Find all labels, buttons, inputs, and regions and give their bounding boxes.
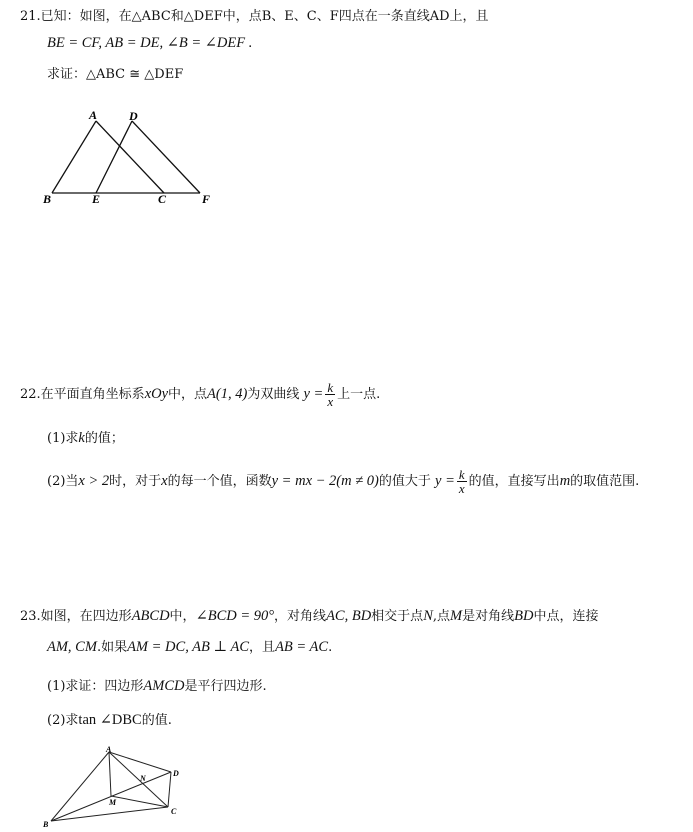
label-d: D (173, 769, 179, 778)
q22-p2-y-eq: y = (435, 473, 455, 489)
q23-l1-b: 中， (169, 609, 196, 624)
q23-p2-b: 的值. (141, 713, 172, 728)
q22-p2-b: 时，对于 (109, 474, 162, 489)
seg-cm (111, 796, 168, 807)
q23-l1-m: M (450, 608, 463, 624)
q23-p2-tan: tan ∠DBC (78, 712, 142, 728)
q21-figure (40, 108, 220, 208)
q22-intro-d: 上一点. (337, 387, 381, 402)
q23-p1-a: (1)求证：四边形 (47, 679, 144, 694)
q23-line2 (47, 638, 332, 657)
q23-l2-b: ，且 (249, 640, 276, 655)
label-c: C (171, 807, 177, 816)
q23-l1-n: N (423, 608, 433, 624)
q22-p2-x: x (161, 473, 168, 489)
q23-l2-seg: AM, CM (47, 639, 97, 655)
label-c: C (158, 192, 167, 206)
label-n: N (140, 774, 146, 783)
q21-prove: 求证：△ABC ≅ △DEF (47, 67, 184, 82)
q22-p2-a: (2)当 (47, 474, 79, 489)
q22-p2-m: m (559, 473, 571, 489)
label-m: M (109, 798, 117, 807)
side-df (132, 121, 200, 193)
q22-p2-frac-den: x (458, 481, 465, 496)
q22-point: A(1, 4) (207, 386, 248, 402)
seg-ab (51, 752, 109, 821)
q23-l1-g: 中点，连接 (533, 609, 599, 624)
q23-l1-a: 23.如图，在四边形 (20, 609, 132, 624)
q22-y-eq: y = (303, 386, 324, 402)
label-e: E (92, 192, 101, 206)
q22-frac-num: k (327, 380, 334, 395)
q23-p1-b: 是平行四边形. (184, 679, 267, 694)
q23-p2-a: (2)求 (47, 713, 79, 728)
label-b: B (43, 820, 49, 829)
seg-dc (168, 772, 171, 807)
seg-ad (109, 752, 171, 772)
q23-figure (40, 744, 190, 830)
q23-p1-amcd: AMCD (143, 678, 185, 694)
label-a: A (89, 108, 98, 122)
label-f: F (202, 192, 211, 206)
q23-l1-f: 是对角线 (462, 609, 515, 624)
q22-part1 (47, 429, 124, 448)
q22-p2-cond: x > 2 (78, 473, 110, 489)
q23-l1-d: 相交于点 (371, 609, 424, 624)
seg-ac (109, 752, 168, 807)
q22-fraction (325, 381, 335, 408)
q22-p2-c: 的每一个值，函数 (167, 474, 272, 489)
q23-l1-abcd: ABCD (131, 608, 170, 624)
q22-p2-fraction (457, 468, 467, 495)
q22-intro-b: 中，点 (168, 387, 208, 402)
q23-l1-bd: BD (514, 608, 534, 624)
side-ab (52, 121, 96, 193)
label-d: D (129, 109, 138, 123)
q23-l2-cond: AM = DC, AB ⊥ AC (127, 639, 250, 655)
label-b: B (43, 192, 52, 206)
q23-l1-diag: AC, BD (326, 608, 372, 624)
q22-p1-b: 的值； (84, 431, 124, 446)
side-ac (96, 121, 164, 193)
q23-l2-a: .如果 (96, 640, 128, 655)
q21-line2: BE = CF, AB = DE, ∠B = ∠DEF . (47, 35, 253, 51)
q22-xoy: xOy (144, 386, 169, 402)
q22-p1-a: (1)求 (47, 431, 79, 446)
q23-part1 (47, 677, 267, 696)
q23-l1-c: ，对角线 (274, 609, 327, 624)
side-de (96, 121, 132, 193)
q22-intro-a: 22.在平面直角坐标系 (20, 387, 145, 402)
q23-l2-c: . (328, 640, 333, 655)
q22-p1-var: k (78, 430, 85, 446)
q22-p2-func: y = mx − 2(m ≠ 0) (271, 473, 379, 489)
label-a: A (106, 745, 112, 754)
q23-l1-angle: ∠BCD = 90° (195, 608, 275, 624)
q21-line1: 21.已知：如图，在△ABC和△DEF中，点B、E、C、F四点在一条直线AD上，且 (20, 9, 489, 24)
q23-line1 (20, 607, 598, 626)
q23-part2 (47, 711, 172, 730)
q22-frac-den: x (327, 394, 334, 409)
q22-intro (20, 379, 380, 410)
q22-p2-d: 的值大于 (378, 474, 431, 489)
q22-intro-c: 为双曲线 (247, 387, 300, 402)
q22-p2-e: 的值，直接写出 (468, 474, 560, 489)
q22-part2 (47, 466, 639, 497)
seg-am (109, 752, 111, 796)
q23-l2-eq: AB = AC (275, 639, 329, 655)
q22-p2-f: 的取值范围. (570, 474, 640, 489)
q23-l1-e: ,点 (432, 609, 450, 624)
q22-p2-frac-num: k (458, 467, 465, 482)
